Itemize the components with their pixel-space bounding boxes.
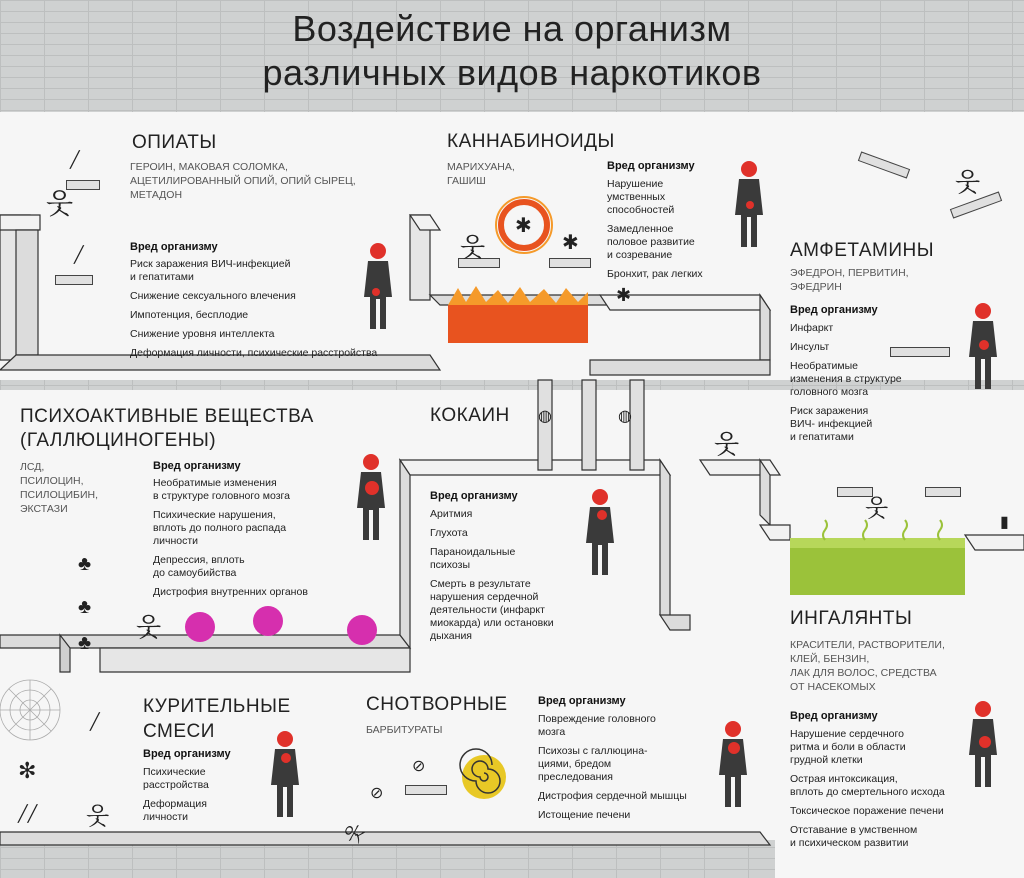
- spider-icon: ✻: [18, 758, 37, 783]
- page-title-line1: Воздействие на организм: [292, 8, 732, 49]
- harm-item: Психические расстройства: [143, 766, 209, 791]
- syringe-icon: ╱: [74, 247, 84, 264]
- harm-item: Инфаркт: [790, 322, 834, 334]
- cannabinoids-examples: МАРИХУАНА, ГАШИШ: [447, 161, 515, 187]
- harm-item: Необратимые изменения в структуре головного мозга: [790, 360, 902, 398]
- harm-item: Токсическое поражение печени: [790, 805, 944, 817]
- harm-item: Смерть в результате нарушения сердечной деятельности (инфаркт миокарда) или остановки дыхания: [430, 578, 554, 642]
- harm-item: Бронхит, рак легких: [607, 268, 703, 280]
- pill-icon: ⊘: [412, 758, 426, 775]
- section-title-sleeping: СНОТВОРНЫЕ: [366, 694, 508, 715]
- cannabis-leaf-icon: ✱: [616, 285, 632, 305]
- harm-item: Риск заражения ВИЧ- инфекцией и гепатитами: [790, 405, 873, 443]
- cannabinoids-harm-heading: Вред организму: [607, 160, 695, 172]
- amphetamines-harm-list: [790, 322, 902, 450]
- mushroom-icon: ♣: [78, 553, 92, 575]
- syringe-icon: ╱: [70, 152, 80, 169]
- harm-item: Психозы с галлюцина- циями, бредом преследования: [538, 745, 648, 783]
- inhalants-harm-list: [790, 728, 945, 856]
- harm-item: Необратимые изменения в структуре головного мозга: [153, 477, 290, 502]
- harm-item: Депрессия, вплоть до самоубийства: [153, 554, 245, 579]
- inhalants-examples: КРАСИТЕЛИ, РАСТВОРИТЕЛИ, КЛЕЙ, БЕНЗИН, ЛАК ДЛЯ ВОЛОС, СРЕДСТВА ОТ НАСЕКОМЫХ: [790, 639, 945, 693]
- psychoactive-harm-list: [153, 477, 308, 605]
- psychoactive-examples: ЛСД, ПСИЛОЦИН, ПСИЛОЦИБИН, ЭКСТАЗИ: [20, 461, 98, 515]
- sleeping-examples: БАРБИТУРАТЫ: [366, 724, 443, 736]
- sleeping-harm-heading: Вред организму: [538, 695, 626, 707]
- stick-figure-icon: 웃: [460, 232, 486, 262]
- harm-item: Дистрофия сердечной мышцы: [538, 790, 687, 802]
- harm-item: Снижение уровня интеллекта: [130, 328, 275, 340]
- harm-item: Инсульт: [790, 341, 830, 353]
- harm-item: Дистрофия внутренних органов: [153, 586, 308, 598]
- pill-icon: ◍: [618, 408, 632, 425]
- harm-item: Замедленное половое развитие и созревание: [607, 223, 695, 261]
- platform: [405, 785, 447, 795]
- inhalants-harm-heading: Вред организму: [790, 710, 878, 722]
- cannabis-leaf-icon: ✱: [562, 232, 579, 254]
- section-title-cocaine: КОКАИН: [430, 405, 510, 426]
- platform: [925, 487, 961, 497]
- section-title-inhalants: ИНГАЛЯНТЫ: [790, 608, 913, 629]
- stick-figure-icon: 웃: [86, 803, 110, 830]
- harm-item: Риск заражения ВИЧ-инфекцией и гепатитами: [130, 258, 291, 283]
- psychoactive-harm-heading: Вред организму: [153, 460, 241, 472]
- pill-icon: ⊘: [370, 785, 384, 802]
- cigarette-icon: ╱: [90, 714, 100, 731]
- harm-item: Аритмия: [430, 508, 473, 520]
- smoking-mixes-harm-heading: Вред организму: [143, 748, 231, 760]
- harm-item: Повреждение головного мозга: [538, 713, 656, 738]
- harm-item: Истощение печени: [538, 809, 631, 821]
- cannabinoids-harm-list: [607, 178, 703, 287]
- platform: [549, 258, 591, 268]
- stick-figure-icon: 웃: [340, 819, 370, 848]
- harm-item: Острая интоксикация, вплоть до смертельного исхода: [790, 773, 945, 798]
- section-title-amphetamines: АМФЕТАМИНЫ: [790, 240, 935, 261]
- amphetamines-examples: ЭФЕДРОН, ПЕРВИТИН, ЭФЕДРИН: [790, 267, 909, 293]
- spray-can-icon: ▮: [1000, 514, 1009, 531]
- page-title-line2: различных видов наркотиков: [262, 52, 762, 93]
- harm-item: Отставание в умственном и психическом развитии: [790, 824, 918, 849]
- section-title-opiates: ОПИАТЫ: [132, 132, 217, 153]
- harm-item: Нарушение умственных способностей: [607, 178, 675, 216]
- harm-item: Нарушение сердечного ритма и боли в области грудной клетки: [790, 728, 906, 766]
- cannabis-leaf-icon: ✱: [515, 215, 532, 237]
- section-title-smoking-mixes: КУРИТЕЛЬНЫЕ СМЕСИ: [143, 696, 291, 742]
- harm-item: Деформация личности, психические расстройства: [130, 347, 378, 359]
- harm-item: Деформация личности: [143, 798, 207, 823]
- sleeping-harm-list: [538, 713, 687, 828]
- cocaine-harm-list: [430, 508, 554, 649]
- mushroom-icon: ♣: [78, 596, 92, 618]
- harm-item: Импотенция, бесплодие: [130, 309, 249, 321]
- opiates-harm-heading: Вред организму: [130, 241, 218, 253]
- cigarette-icon: ╱╱: [18, 806, 38, 823]
- amphetamines-harm-heading: Вред организму: [790, 304, 878, 316]
- stick-figure-icon: 웃: [955, 167, 981, 197]
- section-title-cannabinoids: КАННАБИНОИДЫ: [447, 131, 615, 152]
- platform: [55, 275, 93, 285]
- harm-item: Снижение сексуального влечения: [130, 290, 296, 302]
- opiates-harm-list: [130, 258, 377, 366]
- stick-figure-icon: 웃: [136, 612, 162, 642]
- cocaine-harm-heading: Вред организму: [430, 490, 518, 502]
- stick-figure-icon: 웃: [46, 188, 74, 219]
- harm-item: Психические нарушения, вплоть до полного распада личности: [153, 509, 287, 547]
- stick-figure-icon: 웃: [714, 429, 740, 459]
- mushroom-icon: ♣: [78, 632, 92, 654]
- section-title-psychoactive: ПСИХОАКТИВНЫЕ ВЕЩЕСТВА (ГАЛЛЮЦИНОГЕНЫ): [20, 406, 314, 451]
- opiates-examples: ГЕРОИН, МАКОВАЯ СОЛОМКА, АЦЕТИЛИРОВАННЫЙ ОПИЙ, ОПИЙ СЫРЕЦ, МЕТАДОН: [130, 161, 356, 201]
- harm-item: Параноидальные психозы: [430, 546, 516, 571]
- harm-item: Глухота: [430, 527, 468, 539]
- smoking-mixes-harm-list: [143, 766, 209, 830]
- pill-icon: ◍: [538, 408, 552, 425]
- stick-figure-icon: 웃: [865, 495, 889, 522]
